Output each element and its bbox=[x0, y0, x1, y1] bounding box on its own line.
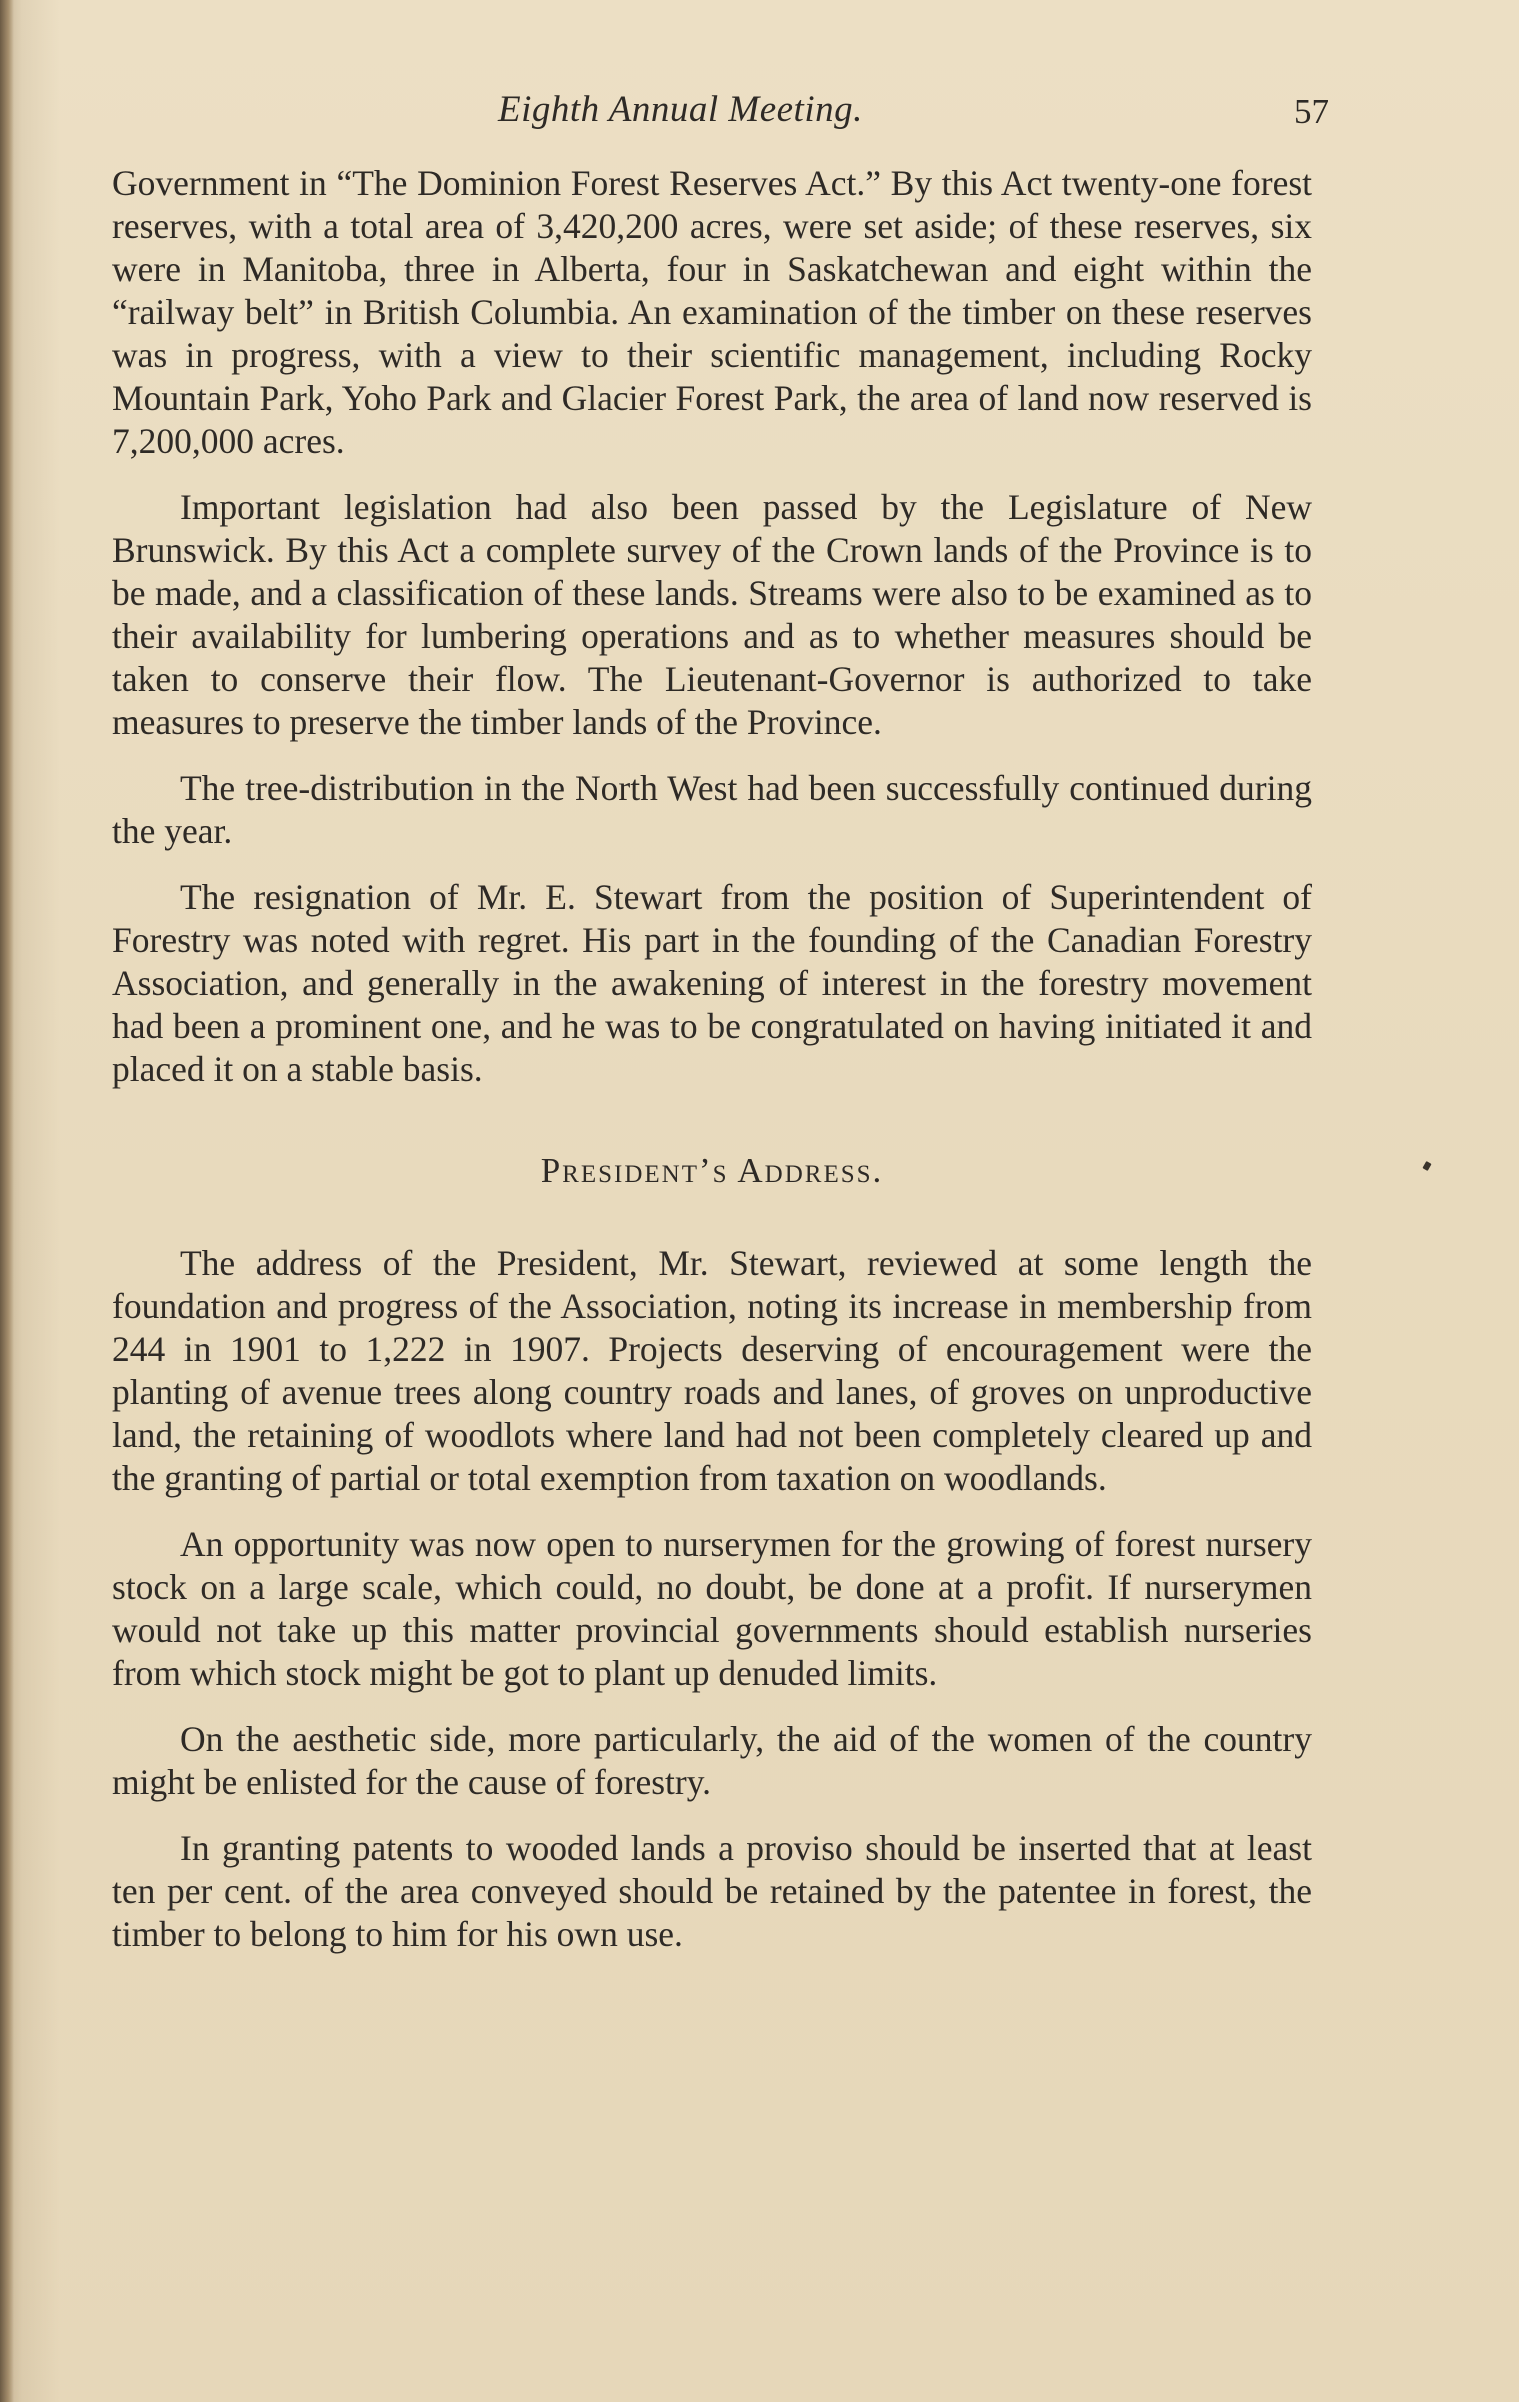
page-number: 57 bbox=[1294, 92, 1329, 131]
paragraph-president-address: The address of the President, Mr. Stewart, reviewed at some length the foundation and progress of the Association, noting its increase in membership from 244 in 1901 to 1,222 in 1907. Projects deserving of encouragement were the planting of avenue trees along country roads and lanes, of groves on unproductive land, the retaining of woodlots where land had not been completely cleared up and the granting of partial or total exemption from taxation on woodlands. bbox=[112, 1243, 1312, 1498]
paragraph-aesthetic: On the aesthetic side, more particularly, the aid of the women of the country might be enlisted for the cause of forestry. bbox=[112, 1719, 1312, 1802]
page-binding-shadow bbox=[0, 0, 14, 2402]
body-text bbox=[112, 162, 1312, 1979]
paragraph-reserves-act: Government in “The Dominion Forest Reserves Act.” By this Act twenty-one forest reserves, with a total area of 3,420,200 acres, were set aside; of these reserves, six were in Manitoba, three in Alberta, four in Saskatchewan and eight within the “railway belt” in British Columbia. An examination of the timber on these reserves was in progress, with a view to their scientific management, including Rocky Mountain Park, Yoho Park and Glacier Forest Park, the area of land now reserved is 7,200,000 acres. bbox=[112, 163, 1312, 461]
paragraph-new-brunswick: Important legislation had also been passed by the Legislature of New Brunswick. By this Act a complete survey of the Crown lands of the Province is to be made, and a classification of these lands. Streams were also to be examined as to their availability for lumbering operations and as to whether measures should be taken to conserve their flow. The Lieutenant-Governor is authorized to take measures to preserve the timber lands of the Province. bbox=[112, 487, 1312, 742]
paragraph-resignation: The resignation of Mr. E. Stewart from the position of Superintendent of Forestry was noted with regret. His part in the founding of the Canadian Forestry Association, and generally in the awakening of interest in the forestry movement had been a prominent one, and he was to be congratulated on having initiated it and placed it on a stable basis. bbox=[112, 877, 1312, 1089]
section-heading: President’s Address. bbox=[540, 1151, 884, 1190]
paragraph-tree-distribution: The tree-distribution in the North West had been successfully continued during the year. bbox=[112, 768, 1312, 851]
running-title: Eighth Annual Meeting. bbox=[498, 89, 863, 130]
margin-mark bbox=[1422, 1161, 1431, 1171]
running-head bbox=[0, 82, 1519, 132]
paragraph-nurserymen: An opportunity was now open to nurserymen for the growing of forest nursery stock on a large scale, which could, no doubt, be done at a profit. If nurserymen would not take up this matter provincial governments should establish nurseries from which stock might be got to plant up denuded limits. bbox=[112, 1524, 1312, 1693]
paragraph-patents: In granting patents to wooded lands a proviso should be inserted that at least ten per cent. of the area conveyed should be retained by the patentee in forest, the timber to belong to him for his own use. bbox=[112, 1828, 1312, 1954]
